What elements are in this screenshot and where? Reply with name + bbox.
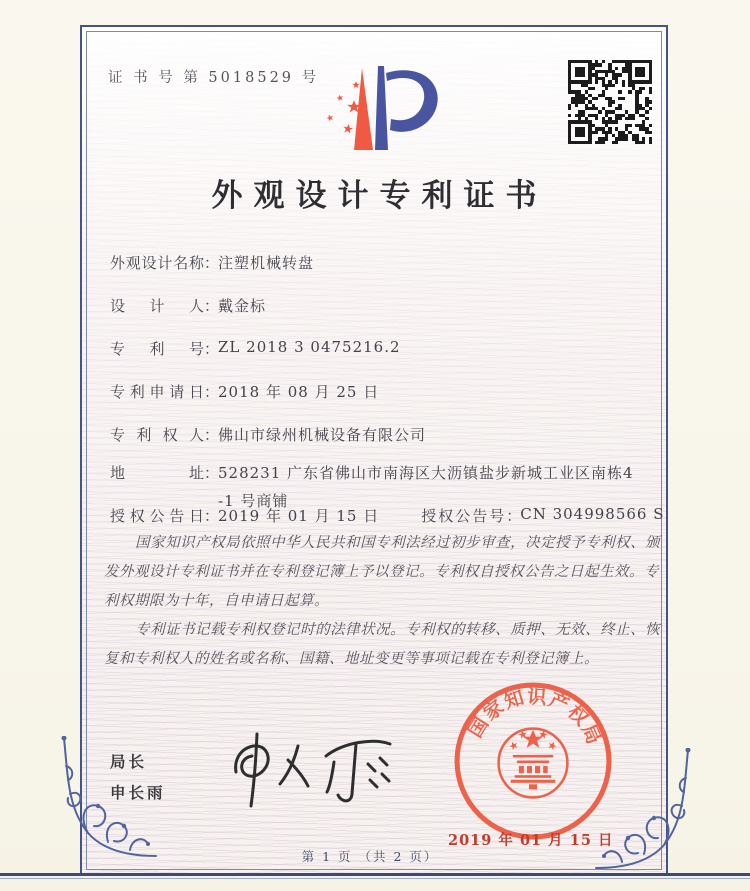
seal-date: 2019 年 01 月 15 日	[448, 832, 614, 849]
signatory-title: 局长	[110, 752, 148, 771]
field-colon: ：	[204, 340, 221, 358]
bottom-rule	[0, 873, 750, 876]
field-row-patentee	[110, 424, 426, 445]
field-value: 佛山市绿州机械设备有限公司	[218, 426, 427, 444]
field-colon: ：	[204, 254, 221, 272]
grant-date-label: 授权公告日	[110, 507, 204, 525]
certificate-title: 外观设计专利证书	[211, 178, 548, 214]
field-row-filing-date	[110, 381, 379, 402]
address-line-1: 528231 广东省佛山市南海区大沥镇盐步新城工业区南栋4	[218, 464, 634, 482]
field-row-designer	[110, 295, 266, 316]
field-row-address	[110, 462, 634, 511]
field-label: 专利申请日	[110, 383, 204, 401]
bottom-rule-light	[0, 878, 750, 879]
legal-text-block	[104, 529, 664, 674]
address-line-2: -1 号商铺	[218, 492, 289, 510]
grant-date-value: 2019 年 01 月 15 日	[218, 507, 380, 525]
page-footer-pagination: 第 1 页 （共 2 页）	[301, 849, 439, 864]
field-colon: ：	[204, 383, 221, 401]
field-label: 专利号	[110, 340, 204, 358]
field-value	[218, 462, 634, 511]
field-colon: ：	[204, 507, 221, 525]
certificate-number: 证 书 号 第 5018529 号	[108, 70, 320, 86]
grant-number-label: 授权公告号	[421, 507, 507, 525]
national-emblem-icon	[499, 729, 568, 798]
seal-circular-text: 国家知识产权局	[463, 684, 607, 749]
signatory-name: 申长雨	[110, 783, 166, 802]
qr-code-icon	[568, 60, 652, 144]
field-value: 2018 年 08 月 25 日	[218, 383, 380, 401]
cnipa-logo-icon	[298, 56, 470, 166]
field-label: 外观设计名称	[110, 254, 204, 272]
field-label: 专利权人	[110, 426, 204, 444]
field-row-design-name	[110, 252, 314, 273]
field-colon: ：	[204, 297, 221, 315]
signature-handwriting-icon	[222, 728, 402, 812]
field-value: 注塑机械转盘	[218, 254, 315, 272]
official-seal-icon	[452, 680, 614, 842]
field-row-patent-number	[110, 338, 401, 359]
field-value: 戴金标	[218, 297, 267, 315]
field-colon: ：	[506, 507, 523, 525]
field-label: 地址	[110, 464, 204, 482]
field-colon: ：	[204, 426, 221, 444]
field-label: 设计人	[110, 297, 204, 315]
body-paragraph-2: 专利证书记载专利权登记时的法律状况。专利权的转移、质押、无效、终止、恢复和专利权人的姓名或名称、国籍、地址变更等事项记载在专利登记簿上。	[104, 622, 661, 667]
field-row-grant	[110, 505, 665, 526]
grant-number-value: CN 304998566 S	[520, 505, 665, 523]
body-paragraph-1: 国家知识产权局依照中华人民共和国专利法经过初步审查，决定授予专利权、颁发外观设计专利证书并在专利登记簿上予以登记。专利权自授权公告之日起生效。专利权期限为十年，自申请日起算。	[104, 535, 661, 609]
field-value: ZL 2018 3 0475216.2	[218, 338, 401, 356]
field-colon: ：	[204, 464, 221, 482]
